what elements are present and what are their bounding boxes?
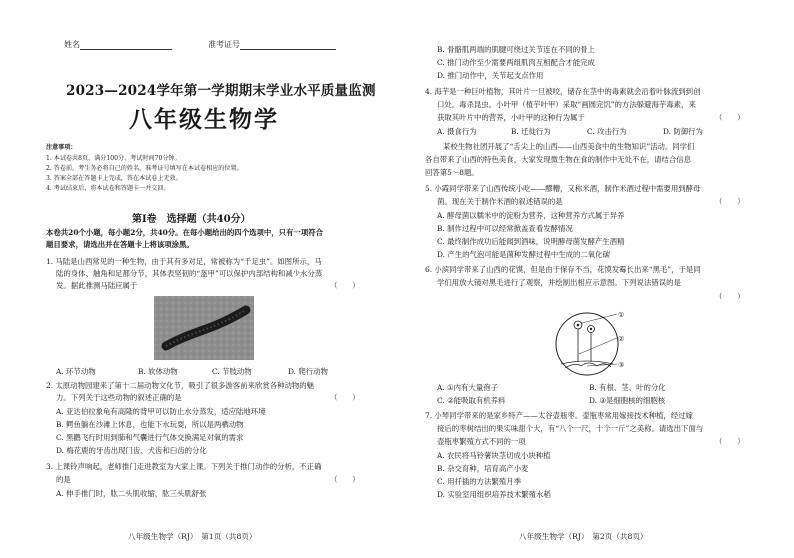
question-4-text: 口处，毒杀昆虫。小叶甲（植芋叶甲）采取“画圆完饥”的方法躲避海芋毒素，来 [437, 100, 696, 109]
note-item: 2. 答卷前，考生务必将自己的姓名、准考证号填写在本试卷相应的位置。 [46, 165, 243, 172]
note-item: 3. 答案全部在答题卡上完成，答在本试卷上无效。 [46, 175, 182, 182]
question-3-text: 的是 [56, 475, 71, 484]
scenario-intro: 某校生物社团开展了“舌尖上的山西——山西美食中的生物知识”活动。同学们 [443, 142, 695, 151]
question-7-text: 接后的枣树结出的果实味甜个大，有“八个一尺，十个一斤”之美称。请选出下面与 [437, 424, 704, 433]
question-3-option-d[interactable]: D. 推门动作中，关节起支点作用 [437, 71, 544, 80]
bread-mold-diagram [551, 306, 641, 378]
question-4-text: 获取其叶片中的营养，小叶甲的这种行为属于 [437, 113, 585, 122]
section-instructions: 本卷共20个小题，每小题2分，共40分。在每小题给出的四个选项中，只有一项符合 [46, 228, 323, 237]
figure-label-3: ③ [618, 361, 625, 369]
exam-number-blank[interactable] [240, 39, 336, 50]
name-field[interactable] [64, 39, 172, 50]
question-6-answer-paren[interactable]: （ ） [715, 292, 745, 301]
question-5-option-d[interactable]: D. 产生的气泡可能是菌种发酵过程中生成的二氧化碳 [437, 250, 610, 259]
question-4-option-c[interactable]: C. 攻击行为 [587, 127, 627, 136]
figure-label-1: ① [618, 311, 625, 319]
section-title: 第Ⅰ卷 选择题（共40分） [132, 214, 251, 225]
question-3-text: 3. 上课铃声响起，老师推门走进教室为大家上课。下列关于推门动作的分析，不正确 [46, 462, 322, 471]
question-1-option-c[interactable]: C. 节肢动物 [212, 367, 252, 376]
exam-number-field[interactable] [208, 39, 336, 50]
question-4-text: 4. 海芋是一种巨叶植物，其叶片一旦被咬，储存在茎中的毒素就会沿着叶脉流到到创 [425, 87, 701, 96]
page-footer: 八年级生物学（RJ） 第2页（共8页） [519, 532, 648, 541]
question-4-option-d[interactable]: D. 防御行为 [663, 127, 703, 136]
question-6-option-b[interactable]: B. 有根、茎、叶的分化 [589, 383, 666, 392]
question-1-text: 1. 马陆是山西常见的一种生物，由于其有多对足，常被称为“千足虫”。如图所示，马 [46, 257, 322, 266]
exam-title-year: 2023—2024学年第一学期期末学业水平质量监测 [66, 83, 376, 99]
question-2-option-b[interactable]: B. 鳄鱼躺在沙滩上休息，也能下水玩耍，所以是两栖动物 [56, 420, 244, 429]
question-1-option-d[interactable]: D. 爬行动物 [288, 367, 328, 376]
question-3-option-a[interactable]: A. 伸手推门时，肱二头肌收缩，肱三头肌舒张 [56, 489, 207, 498]
scenario-intro: 回答第5～8题。 [425, 168, 479, 177]
question-1-text: 陆的身体、触角和足都分节，其体表坚韧的“盔甲”可以保护内部结构和减少水分蒸 [56, 269, 323, 278]
question-6-option-c[interactable]: C. ②能吸取有机养料 [437, 396, 506, 405]
question-2-option-d[interactable]: D. 梅花鹿的牙齿出现门齿、犬齿和臼齿的分化 [56, 446, 207, 455]
notes-heading: 注意事项： [46, 144, 77, 151]
exam-page-2 [397, 0, 794, 558]
question-2-option-c[interactable]: C. 黑鹳飞行时用到肺和气囊进行气体交换满足对氧的需求 [56, 433, 244, 442]
question-7-option-b[interactable]: B. 杂交育种，培育高产小麦 [437, 464, 529, 473]
question-5-option-b[interactable]: B. 制作过程中可以经常掀盖查看发酵情况 [437, 224, 573, 233]
millipede-photo [154, 296, 254, 360]
question-6-text: 学们用放大镜对黑毛进行了观察，并绘制出相应示意图。下列说法错误的是 [437, 278, 681, 287]
question-5-option-a[interactable]: A. 酵母菌以糯米中的淀粉为营养，这种营养方式属于异养 [437, 211, 625, 220]
question-1-option-b[interactable]: B. 软体动物 [138, 367, 178, 376]
question-4-option-a[interactable]: A. 摄食行为 [437, 127, 477, 136]
figure-label-2: ② [618, 335, 625, 343]
exam-number-label: 准考证号 [208, 40, 240, 49]
question-1-option-a[interactable]: A. 环节动物 [56, 367, 96, 376]
question-7-option-d[interactable]: D. 实验室用组织培养技术繁殖水稻 [437, 490, 551, 499]
question-6-option-a[interactable]: A. ①内有大量孢子 [437, 383, 499, 392]
question-3-answer-paren[interactable]: （ ） [330, 475, 360, 484]
question-7-text: 7. 小琴同学带来的是家乡特产——太谷壶瓶枣。壶瓶枣常用嫁接技术种植，经过嫁 [425, 411, 694, 420]
question-5-text: 菌。现在关于制作米酒的叙述错误的是 [437, 197, 563, 206]
question-7-answer-paren[interactable]: （ ） [715, 437, 745, 446]
question-3-option-b[interactable]: B. 骨骼肌两端的肌腱可绕过关节连在不同的骨上 [437, 45, 595, 54]
question-2-text: 2. 太原动物园建来了第十二届动物文化节，吸引了很多游客前来欣赏各种动物的魅 [46, 381, 315, 390]
question-2-text: 力。下列关于这些动物的叙述正确的是 [56, 393, 182, 402]
note-item: 1. 本试卷共8页，满分100分，考试时间70分钟。 [46, 155, 181, 162]
page-footer: 八年级生物学（RJ） 第1页（共8页） [128, 532, 257, 541]
question-2-option-a[interactable]: A. 亚达伯拉象龟有高隆的背甲可以防止水分蒸发，适应陆地环境 [56, 407, 266, 416]
question-1-answer-paren[interactable]: （ ） [330, 281, 360, 290]
note-item: 4. 考试结束后，将本试卷和答题卡一并交回。 [46, 185, 170, 192]
question-4-answer-paren[interactable]: （ ） [715, 113, 745, 122]
question-6-option-d[interactable]: D. ③是细胞核的细胞核 [589, 396, 666, 405]
question-7-option-c[interactable]: C. 用扦插的方法繁殖月季 [437, 477, 521, 486]
scenario-intro: 各自带来了山西的特色美食，大家发现微生物在食的制作中无处不在，请结合信息 [425, 155, 692, 164]
exam-title-subject: 八年级生物学 [129, 106, 279, 133]
question-7-text: 壶瓶枣繁殖方式不同的一项 [437, 437, 526, 446]
section-instructions: 题目要求，请选出并在答题卡上将该项涂黑。 [46, 240, 194, 249]
question-1-text: 发。据此推测马陆应属于 [56, 281, 138, 290]
question-5-answer-paren[interactable]: （ ） [715, 197, 745, 206]
question-2-answer-paren[interactable]: （ ） [330, 393, 360, 402]
magnifier-circle [556, 313, 618, 375]
question-7-option-a[interactable]: A. 农民将马铃薯块茎切成小块种植 [437, 451, 551, 460]
question-3-option-c[interactable]: C. 推门动作至少需要两组肌肉互相配合才能完成 [437, 58, 595, 67]
question-5-text: 5. 小霞同学带来了山西传统小吃——醪糟，又称米酒，制作米酒过程中需要用到酵母 [425, 184, 701, 193]
question-4-option-b[interactable]: B. 迁徙行为 [511, 127, 551, 136]
question-6-text: 6. 小滨同学带来了山西的花馍，但是由于保存不当，花馍发霉长出来“黑毛”，于是同 [425, 265, 701, 274]
name-label: 姓名 [64, 40, 80, 49]
question-5-option-c[interactable]: C. 最终制作成功后能闻到酒味，说明酵母菌发酵产生酒精 [437, 237, 625, 246]
name-blank[interactable] [80, 39, 172, 50]
